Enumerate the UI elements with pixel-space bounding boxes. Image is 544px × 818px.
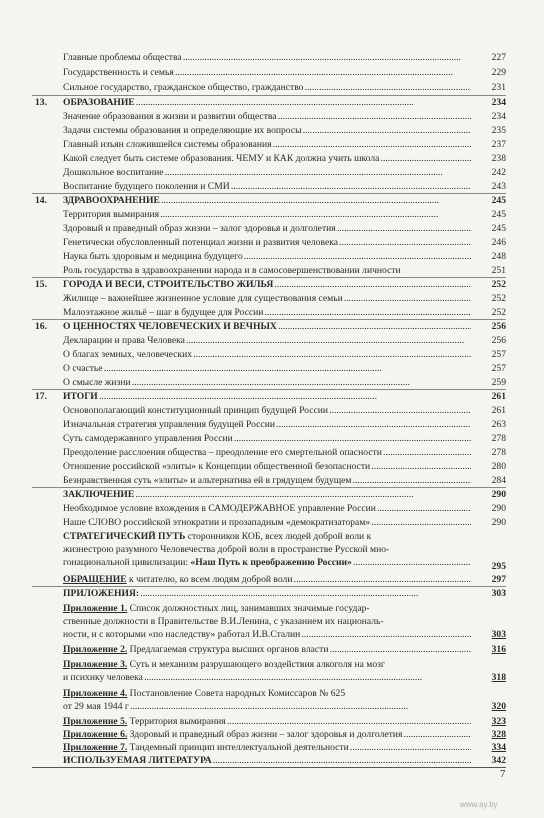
appeal-rest: к читателю, ко всем людям доброй воли (126, 574, 293, 585)
toc-number: 17. (35, 391, 47, 402)
strategic-line3-bold: «Наш Путь к преображению России» (190, 557, 352, 568)
section-rule (32, 277, 506, 278)
toc-page: 261 (491, 391, 506, 402)
toc-title: ИСПОЛЬЗУЕМАЯ ЛИТЕРАТУРА . . . (63, 755, 471, 766)
toc-page: 234 (491, 111, 506, 122)
toc-page: 256 (491, 335, 506, 346)
toc-page: 235 (491, 125, 506, 136)
toc-page: 257 (491, 363, 506, 374)
section-rule (32, 487, 506, 488)
toc-page: 259 (491, 377, 506, 388)
toc-title: Необходимое условие вхождения в САМОДЕРЖАВНОЕ управление России . . . (63, 503, 471, 514)
toc-page: 243 (491, 181, 506, 192)
appendix-line: ности, и с которыми «по наследству» работал И.В.Сталин . . . (63, 629, 471, 640)
toc-page: 252 (491, 307, 506, 318)
appendix-label: Приложение 2. (63, 644, 128, 655)
toc-page: 257 (491, 349, 506, 360)
strategic-line2: жизнестрою разумного Человечества доброй воли в пространстве Русской мно- (63, 544, 390, 555)
toc-page: 227 (491, 52, 506, 63)
toc-page: 297 (491, 574, 506, 585)
toc-number: 15. (35, 279, 47, 290)
appendix-label: Приложение 5. (63, 716, 128, 727)
toc-page: 290 (491, 503, 506, 514)
toc-title: ЗДРАВООХРАНЕНИЕ . . . (63, 195, 471, 206)
toc-number: 14. (35, 195, 47, 206)
toc-page: 284 (491, 475, 506, 486)
toc-page: 303 (491, 588, 506, 599)
toc-page: 290 (491, 489, 506, 500)
appendix-line: Территория вымирания (129, 716, 226, 727)
toc-page: 246 (491, 237, 506, 248)
strategic-title: СТРАТЕГИЧЕСКИЙ ПУТЬ (63, 531, 186, 542)
section-rule (32, 193, 506, 194)
toc-page: 229 (491, 67, 506, 78)
watermark: www.ay.by (460, 800, 498, 809)
appendix-label: Приложение 7. (63, 742, 128, 753)
toc-page: 295 (491, 561, 506, 572)
toc-page: 320 (491, 701, 506, 712)
strategic-line1-rest: сторонников КОБ, всех людей доброй воли к (185, 531, 372, 542)
toc-page: 328 (491, 729, 506, 740)
toc-title: ЗАКЛЮЧЕНИЕ . . . (63, 489, 471, 500)
appendix-line: Постановление Совета народных Комиссаров № 625 (129, 688, 346, 699)
appendix-line: Здоровый и праведный образ жизни – залог здоровья и долголетия (129, 729, 403, 740)
toc-title: Какой следует быть системе образования. ЧЕМУ и КАК должна учить школа . . . (63, 153, 471, 164)
toc-page: 290 (491, 517, 506, 528)
strategic-line3-lead: гонациональной цивилизации: (63, 557, 191, 568)
toc-title: Воспитание будущего поколения и СМИ . . . (63, 181, 471, 192)
toc-page: 231 (491, 82, 506, 93)
toc-page: 318 (491, 672, 506, 683)
toc-page: 237 (491, 139, 506, 150)
toc-page: 238 (491, 153, 506, 164)
toc-title: Наше СЛОВО российской этнократии и прозападным «демократизаторам» . . . (63, 517, 471, 528)
page-number: 7 (500, 768, 506, 780)
toc-title: Суть самодержавного управления России . . . (63, 433, 471, 444)
toc-number: 16. (35, 321, 47, 332)
toc-page: 342 (491, 755, 506, 766)
toc-page: 252 (491, 279, 506, 290)
appendix-label: Приложение 3. (63, 659, 128, 670)
toc-title: О счастье . . . (63, 363, 471, 374)
toc-page: 278 (491, 447, 506, 458)
toc-title: Генетически обусловленный потенциал жизни и развития человека . . . (63, 237, 471, 248)
toc-title: Значение образования в жизни и развитии общества . . . (63, 111, 471, 122)
toc-title: Государственность и семья . . . (63, 67, 471, 78)
toc-title: ИТОГИ . . . (63, 391, 471, 402)
appendix-line: Предлагаемая структура высших органов власти (129, 644, 329, 655)
appendix-line: Список должностных лиц, занимавших значимые государ- (129, 603, 370, 614)
section-rule (32, 586, 506, 587)
appendix-line: и психику человека . . . (63, 672, 471, 683)
toc-page: 251 (491, 265, 506, 276)
toc-number: 13. (35, 97, 47, 108)
toc-title: Декларации и права Человека . . . (63, 335, 471, 346)
toc-page: 242 (491, 167, 506, 178)
toc-title: Дошкольное воспитание . . . (63, 167, 471, 178)
toc-title: Наука быть здоровым и медицина будущего . . . (63, 251, 471, 262)
toc-page: 280 (491, 461, 506, 472)
toc-title: ГОРОДА И ВЕСИ, СТРОИТЕЛЬСТВО ЖИЛЬЯ . . . (63, 279, 471, 290)
toc-page: 234 (491, 97, 506, 108)
toc-title: О благах земных, человеческих . . . (63, 349, 471, 360)
toc-title: Главный изъян сложившейся системы образования . . . (63, 139, 471, 150)
appendix-label: Приложение 6. (63, 729, 128, 740)
toc-page: 316 (491, 644, 506, 655)
toc-title: О ЦЕННОСТЯХ ЧЕЛОВЕЧЕСКИХ И ВЕЧНЫХ . . . (63, 321, 471, 332)
toc-page: 261 (491, 405, 506, 416)
toc-page: 252 (491, 293, 506, 304)
toc-page: 245 (491, 209, 506, 220)
toc-title: Здоровый и праведный образ жизни – залог здоровья и долголетия . . . (63, 223, 471, 234)
toc-title: Безнравственная суть «элиты» и альтернатива ей в грядущем будущем . . . (63, 475, 471, 486)
appendix-label: Приложение 4. (63, 688, 128, 699)
toc-page: 323 (491, 716, 506, 727)
toc-page: 334 (491, 742, 506, 753)
toc-page: 303 (491, 629, 506, 640)
toc-title: Преодоление расслоения общества – преодоление его смертельной опасности . . . (63, 447, 471, 458)
toc-title: Роль государства в здравоохранении народа и в самосовершенствовании личности (63, 265, 401, 276)
section-rule (32, 389, 506, 390)
toc-title: Изначальная стратегия управления будущей России . . . (63, 419, 471, 430)
toc-page: 245 (491, 223, 506, 234)
toc-page: 256 (491, 321, 506, 332)
toc-title: Жилище – важнейшее жизненное условие для существования семьи . . . (63, 293, 471, 304)
toc-title: О смысле жизни . . . (63, 377, 471, 388)
toc-title: Сильное государство, гражданское общество, гражданство . . . (63, 82, 471, 93)
toc-title: Малоэтажное жильё – шаг в будущее для России . . . (63, 307, 471, 318)
toc-page: 248 (491, 251, 506, 262)
toc-page: 263 (491, 419, 506, 430)
section-rule (32, 95, 506, 96)
toc-title: ПРИЛОЖЕНИЯ: . . . (63, 588, 471, 599)
section-rule (32, 319, 506, 320)
appendix-label: Приложение 1. (63, 603, 128, 614)
toc-title: Главные проблемы общества . . . (63, 52, 471, 63)
appeal-title: ОБРАЩЕНИЕ (63, 574, 127, 585)
toc-page: 245 (491, 195, 506, 206)
toc-title: ОБРАЗОВАНИЕ . . . (63, 97, 471, 108)
section-rule (32, 767, 506, 768)
toc-title: Отношение российской «элиты» к Концепции общественной безопасности . . . (63, 461, 471, 472)
toc-title: Задачи системы образования и определяющие их вопросы . . . (63, 125, 471, 136)
appendix-line: от 29 мая 1944 г . . . (63, 701, 471, 712)
toc-title: Территория вымирания . . . (63, 209, 471, 220)
appendix-line: ственные должности в Правительстве В.И.Ленина, с указанием их националь- (63, 616, 384, 627)
appendix-line: Тандемный принцип интеллектуальной деятельности (129, 742, 349, 753)
appendix-line: Суть и механизм разрушающего воздействия алкоголя на мозг (129, 659, 385, 670)
toc-title: Основополагающий конституционный принцип будущей России . . . (63, 405, 471, 416)
toc-page: 278 (491, 433, 506, 444)
